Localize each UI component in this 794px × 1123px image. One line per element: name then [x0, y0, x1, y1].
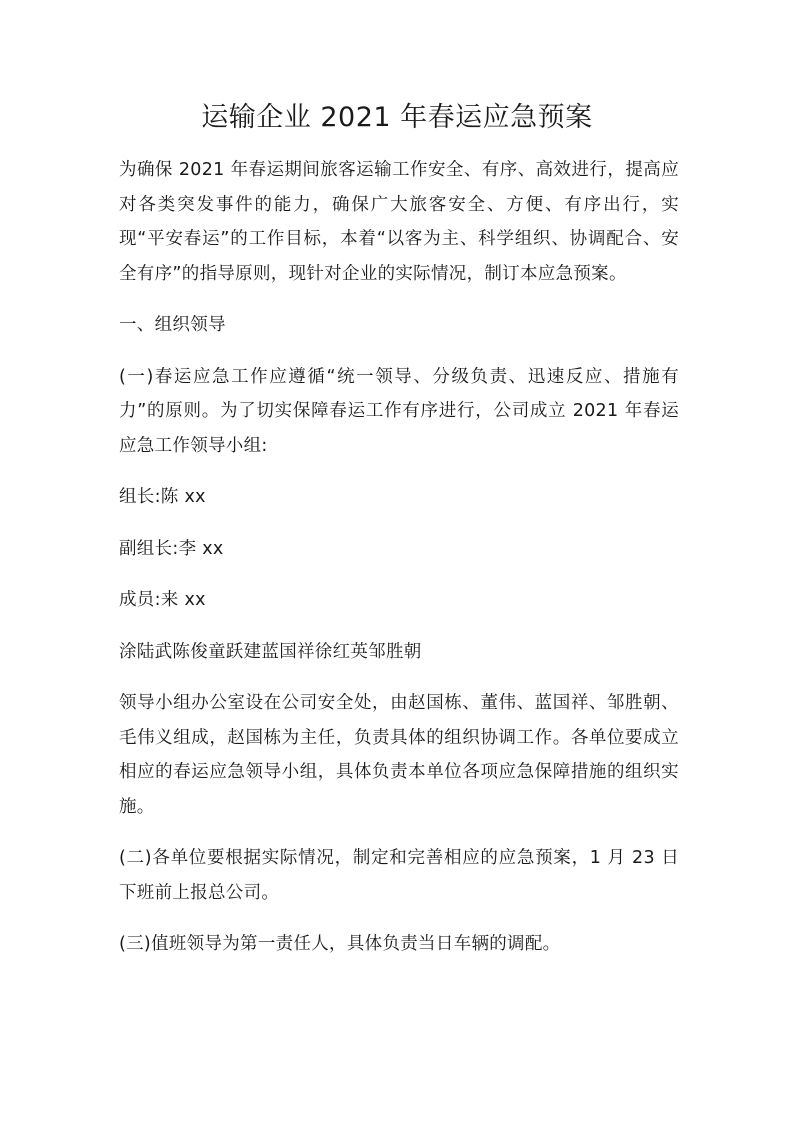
item-1-paragraph: (一)春运应急工作应遵循“统一领导、分级负责、迅速反应、措施有力”的原则。为了切实保障春运工作有序进行，公司成立 2021 年春运应急工作领导小组:: [119, 366, 679, 456]
members-line: 成员:来 xx: [119, 590, 206, 610]
section-heading-organization: 一、组织领导: [119, 315, 226, 335]
members-names-line: 涂陆武陈俊童跃建蓝国祥徐红英邹胜朝: [119, 641, 422, 662]
document-body: [119, 153, 679, 979]
item-2-paragraph: (二)各单位要根据实际情况，制定和完善相应的应急预案，1 月 23 日下班前上报总公司。: [119, 848, 679, 903]
office-paragraph: 领导小组办公室设在公司安全处，由赵国栋、董伟、蓝国祥、邹胜朝、毛伟义组成，赵国栋为主任，负责具体的组织协调工作。各单位要成立相应的春运应急领导小组，具体负责本单位各项应急保障措施的组织实施。: [119, 693, 679, 817]
intro-paragraph: 为确保 2021 年春运期间旅客运输工作安全、有序、高效进行，提高应对各类突发事件的能力，确保广大旅客安全、方便、有序出行，实现“平安春运”的工作目标，本着“以客为主、科学组织、协调配合、安全有序”的指导原则，现针对企业的实际情况，制订本应急预案。: [119, 160, 679, 284]
item-3-paragraph: (三)值班领导为第一责任人，具体负责当日车辆的调配。: [119, 934, 561, 954]
deputy-leader-line: 副组长:李 xx: [119, 538, 224, 559]
leader-line: 组长:陈 xx: [119, 487, 206, 507]
document-title: 运输企业 2021 年春运应急预案: [201, 102, 593, 133]
